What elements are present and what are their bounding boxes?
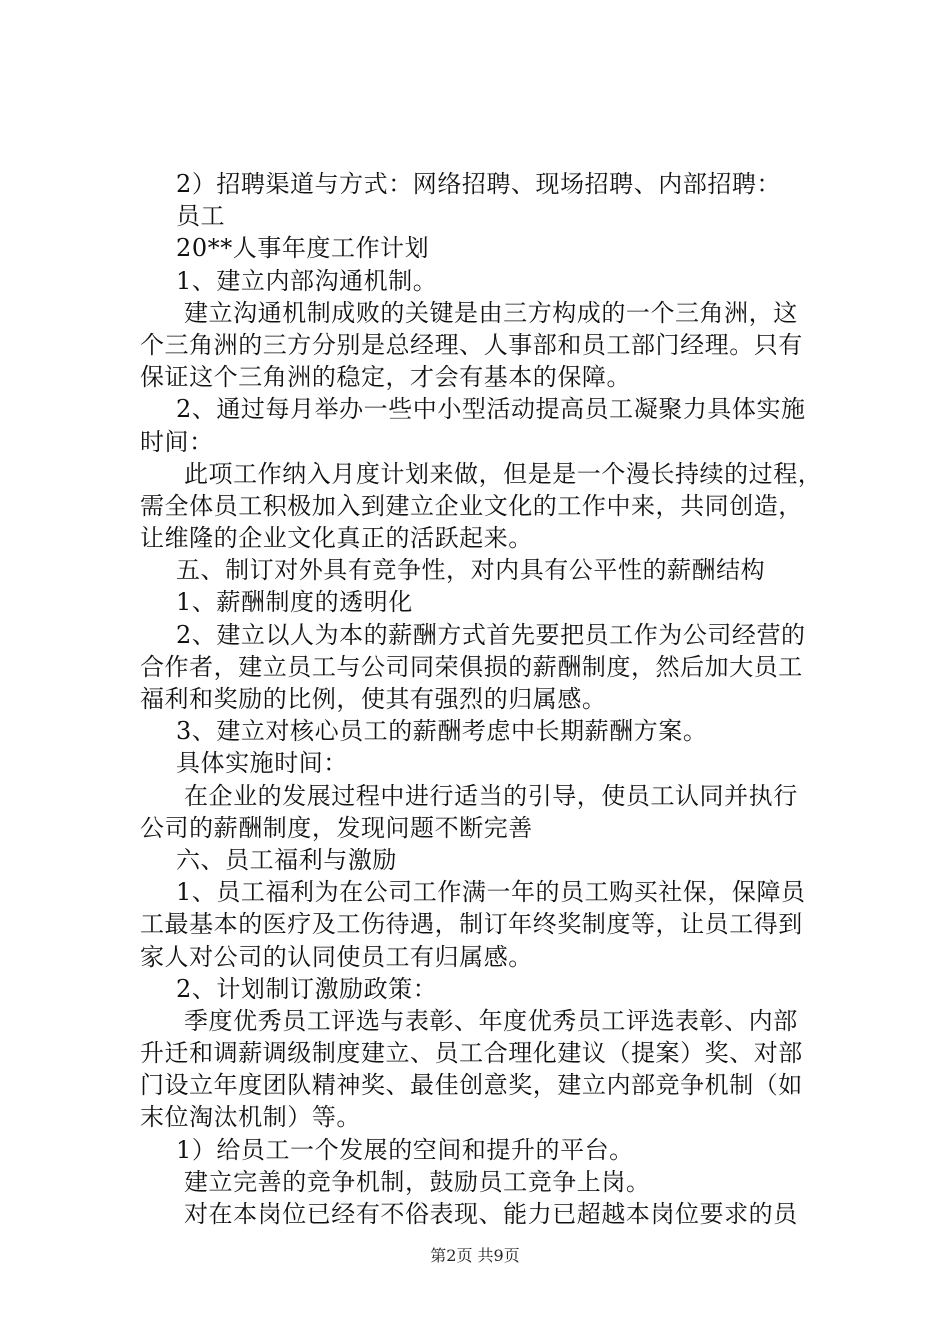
text-line: 需全体员工积极加入到建立企业文化的工作中来，共同创造， <box>140 491 803 520</box>
text-line: 建立沟通机制成败的关键是由三方构成的一个三角洲，这 <box>184 298 798 327</box>
text-line: 门设立年度团队精神奖、最佳创意奖，建立内部竞争机制（如 <box>140 1071 803 1100</box>
text-line: 让维隆的企业文化真正的活跃起来。 <box>140 524 533 553</box>
text-line: 末位淘汰机制）等。 <box>140 1103 361 1132</box>
text-line: 个三角洲的三方分别是总经理、人事部和员工部门经理。只有 <box>140 330 803 359</box>
text-line: 升迁和调薪调级制度建立、员工合理化建议（提案）奖、对部 <box>140 1039 803 1068</box>
text-line: 保证这个三角洲的稳定，才会有基本的保障。 <box>140 363 631 392</box>
text-line: 家人对公司的认同使员工有归属感。 <box>140 942 533 971</box>
text-line: 2）招聘渠道与方式：网络招聘、现场招聘、内部招聘： <box>176 170 782 198</box>
text-line: 员工 <box>176 202 226 231</box>
text-line: 1）给员工一个发展的空间和提升的平台。 <box>176 1135 634 1164</box>
text-line: 在企业的发展过程中进行适当的引导，使员工认同并执行 <box>184 781 798 810</box>
text-line: 五、制订对外具有竞争性，对内具有公平性的薪酬结构 <box>176 556 766 585</box>
text-line: 时间： <box>140 427 214 456</box>
text-line: 20**人事年度工作计划 <box>176 234 430 263</box>
text-line: 1、建立内部沟通机制。 <box>176 266 438 295</box>
text-line: 2、通过每月举办一些中小型活动提高员工凝聚力具体实施 <box>176 395 806 424</box>
text-line: 工最基本的医疗及工伤待遇，制订年终奖制度等，让员工得到 <box>140 910 803 939</box>
text-line: 此项工作纳入月度计划来做，但是是一个漫长持续的过程， <box>184 459 823 488</box>
text-line: 六、员工福利与激励 <box>176 845 397 874</box>
document-body <box>140 168 840 1230</box>
text-line: 合作者，建立员工与公司同荣俱损的薪酬制度，然后加大员工 <box>140 652 803 681</box>
text-line: 1、薪酬制度的透明化 <box>176 588 413 617</box>
text-line: 建立完善的竞争机制，鼓励员工竞争上岗。 <box>184 1167 651 1196</box>
text-line: 3、建立对核心员工的薪酬考虑中长期薪酬方案。 <box>176 717 708 746</box>
text-line: 对在本岗位已经有不俗表现、能力已超越本岗位要求的员 <box>184 1200 798 1228</box>
text-line: 公司的薪酬制度，发现问题不断完善 <box>140 813 533 842</box>
text-line: 福利和奖励的比例，使其有强烈的归属感。 <box>140 685 607 713</box>
text-line: 具体实施时间： <box>176 749 348 778</box>
text-line: 2、建立以人为本的薪酬方式首先要把员工作为公司经营的 <box>176 620 806 649</box>
page-footer: 第2页 共9页 <box>430 1246 520 1265</box>
text-line: 1、员工福利为在公司工作满一年的员工购买社保，保障员 <box>176 878 806 907</box>
text-line: 季度优秀员工评选与表彰、年度优秀员工评选表彰、内部 <box>184 1006 798 1035</box>
text-line: 2、计划制订激励政策： <box>176 974 438 1003</box>
